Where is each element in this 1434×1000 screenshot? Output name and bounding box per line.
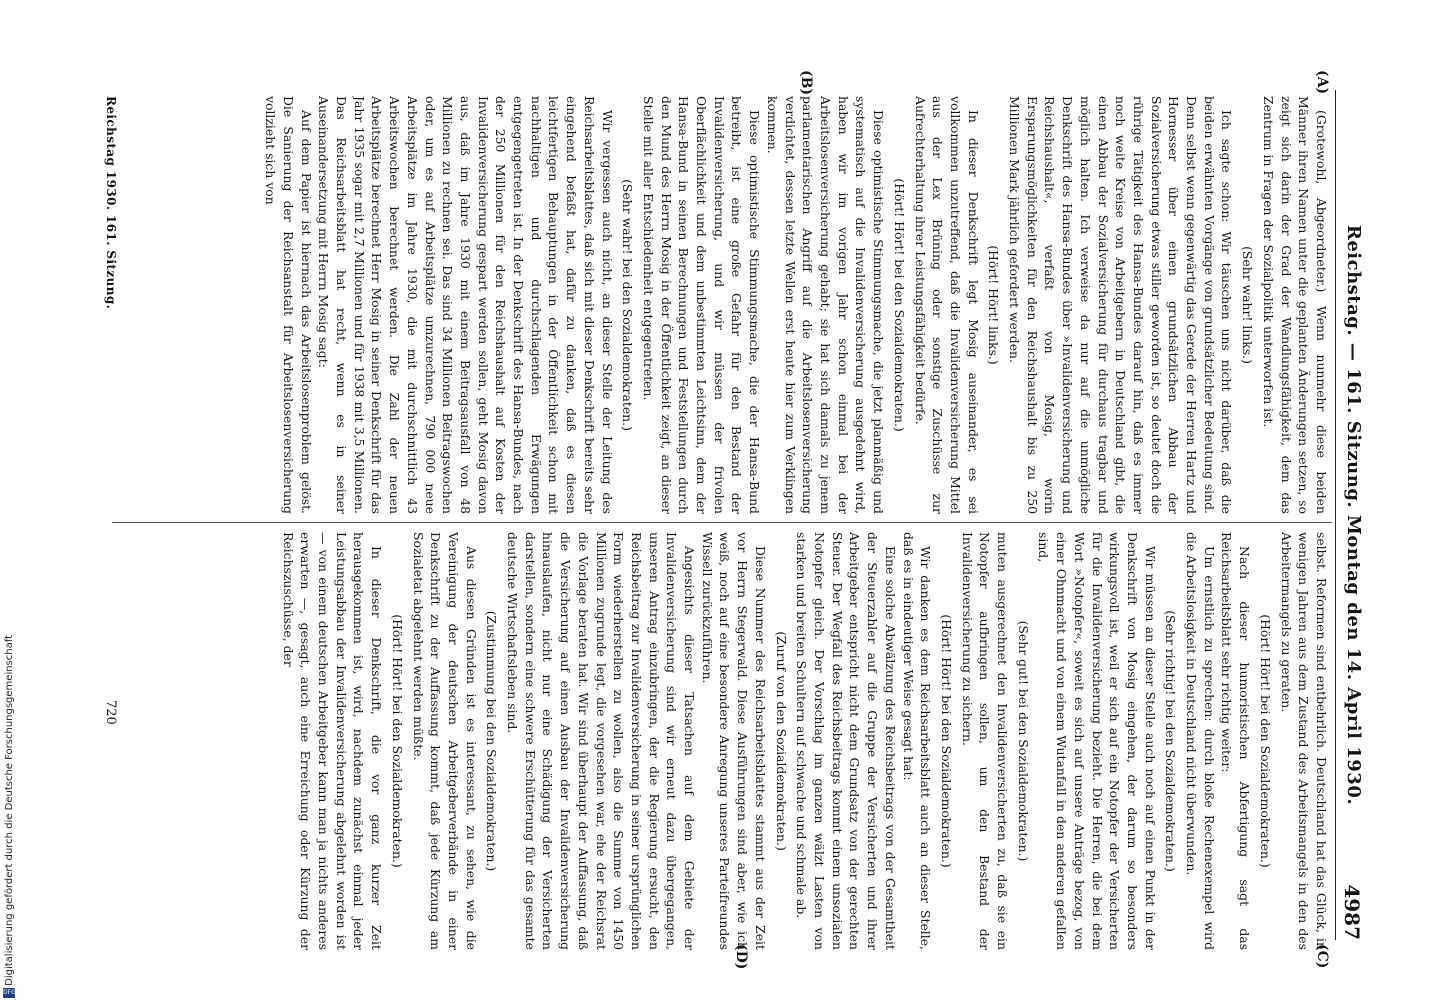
- margin-marker-a: (A): [1314, 70, 1330, 95]
- header-title: Reichstag. — 161. Sitzung. Montag den 14. April 1930.: [1343, 224, 1364, 806]
- paragraph: Diese Nummer des Reichsarbeitsblattes stammt aus der Zeit vor Herrn Stegerwald. Diese Ausführungen sind aber, wie ich weiß, noch auf eine besondere Anregung unseres Parteifreundes Wissell zurückzuführen.: [699, 532, 768, 950]
- paragraph: In dieser Denkschrift, die vor ganz kurzer Zeit herausgekommen ist, wird, nachdem zunächst einmal jeder Leistungsabbau der Invalidenversicherung abgelehnt worden ist — von einem deutschen Arbeitgeber kann man ja nichts anderes erwarten —, gesagt, auch eine Erreichung oder Kürzung der Reichszuschüsse, der: [280, 532, 385, 950]
- column-divider: [112, 522, 1332, 523]
- interjection: (Hört! Hört! bei den Sozialdemokraten.): [891, 178, 907, 432]
- interjection: (Sehr wahr! bei den Sozialdemokraten.): [620, 179, 636, 431]
- page-number: 4987: [1340, 884, 1364, 940]
- footer-session: Reichstag 1930. 161. Sitzung.: [104, 96, 118, 310]
- interjection: (Hört! Hört! bei den Sozialdemokraten.): [1257, 614, 1273, 868]
- footer-sheet-number: 720: [103, 700, 118, 725]
- paragraph: muten ausgerechnet den Invalidenversicherten zu, daß sie ein Notopfer aufbringen sollen, um den Bestand der Invalidenversicherung zu sichern.: [959, 532, 1011, 950]
- interjection: (Zustimmung bei den Sozialdemokraten.): [484, 610, 500, 872]
- paragraph: Wir vergessen auch nicht, an dieser Stelle der Leitung des Reichsarbeitsblattes, daß sich mit dieser Denkschrift bereits sehr eingehend befaßt hat, dafür zu danken, daß es diesen leichtfertigen Behauptungen in der Öffentlichkeit schon mit nachhaltigen und durchschlagenden Erwägungen entgegengetreten ist. In der Denkschrift des Hansa-Bundes, nach der 250 Millionen für den Reichshaushalt auf Kosten der Invalidenversicherung gespart werden sollen, geht Mosig davon aus, daß im Jahre 1930 mit einem Beitragsausfall von 48 Millionen zu rechnen sei. Das sind 34 Millionen Beitragswochen oder, um es auf Arbeitsplätze umzurechnen, 790 000 neue Arbeitsplätze im Jahre 1930, die mit durchschnittlich 43 Arbeitswochen berechnet werden. Die Zahl der neuen Arbeitsplätze berechnet Herr Mosig in seiner Denkschrift für das Jahr 1935 sogar mit 2,7 Millionen und für 1938 mit 3,5 Millionen. Das Reichsarbeitsblatt hat recht, wenn es in seiner Auseinandersetzung mit Herrn Mosig sagt:: [316, 96, 615, 514]
- paragraph: selbst. Reformen sind entbehrlich. Deutschland hat das Glück, in wenigen Jahren aus dem Zustand des Arbeitsmangels in den des Arbeitermangels zu geraten.: [1278, 532, 1329, 950]
- interjection: (Hört! Hört! links.): [986, 245, 1002, 365]
- paragraph: Angesichts dieser Tatsachen auf dem Gebiete der Invalidenversicherung sind wir erneut dazu übergegangen, unseren Antrag einzubringen, der die Regierung ersucht, den Reichsbeitrag zur Invalidenversicherung in seiner ursprünglichen Form wiederherstellen zu wollen, also die Summe von 1450 Millionen zugrunde legt, die vorgesehen war, ehe der Reichsrat die Vorlage beraten hat. Wir sind überhaupt der Auffassung, daß die Versicherung auf einen Ausbau der Invalidenversicherung hinauslaufen, nicht nur eine Schädigung der Versicherten darstellen, sondern eine schwere Erschütterung für das gesamte deutsche Wirtschaftsleben sind.: [505, 532, 698, 950]
- header-rule: [1335, 90, 1336, 940]
- paragraph: Um ernstlich zu sprechen: durch bloße Rechenexempel wird die Arbeitslosigkeit in Deutschland nicht überwunden.: [1184, 532, 1217, 950]
- paragraph: (Grotewohl, Abgeordneter.) Wenn nunmehr diese beiden Männer ihren Namen unter die geplanten Änderungen setzen, so zeigt sich darin der Grad der Wandlungsfähigkeit, dem das Zentrum in Fragen der Sozialpolitik unterworfen ist.: [1260, 96, 1329, 514]
- interjection: (Zuruf von den Sozialdemokraten.): [773, 631, 789, 851]
- interjection: (Hört! Hört! bei den Sozialdemokraten.): [389, 614, 405, 868]
- paragraph: Diese optimistische Stimmungsmache, die jetzt planmäßig und systematisch auf die Invalidenversicherung ausgedehnt wird, haben wir im vorigen Jahr schon einmal bei der Arbeitslosenversicherung gehabt; sie hat sich damals zu jenem parlamentarischen Angriff auf die Arbeitslosenversicherung verdichtet, dessen letzte Wellen erst heute hier zum Verklingen kommen.: [764, 96, 887, 514]
- margin-marker-b: (B): [798, 70, 814, 96]
- paragraph: Wir danken es dem Reichsarbeitsblatt auch an dieser Stelle, daß es in eindeutiger Weise gesagt hat:: [900, 532, 934, 950]
- right-column: [120, 532, 1330, 950]
- left-column: [120, 96, 1330, 514]
- paragraph: Ich sagte schon: Wir täuschen uns nicht darüber, daß die beiden erwähnten Vorgänge von grundsätzlicher Bedeutung sind. Denn selbst wenn gegenwärtig das Gerede der Herren Hartz und Hornesser über einen grundsätzlichen Abbau der Sozialversicherung etwas stiller geworden ist, so deutet doch die rührige Tätigkeit des Hansa-Bundes darauf hin, daß es immer noch weite Kreise von Arbeitgebern in Deutschland gibt, die einen Abbau der Sozialversicherung für durchaus tragbar und möglich halten. Ich verweise da nur auf die unmögliche Denkschrift des Hansa-Bundes über »Invalidenversicherung und Reichshaushalt«, verfaßt von Mosig, worin Ersparungsmöglichkeiten für den Reichshaushalt bis zu 250 Millionen Mark jährlich gefordert werden.: [1007, 96, 1235, 514]
- paragraph: Nach dieser humoristischen Abfertigung sagt das Reichsarbeitsblatt sehr richtig weiter:: [1219, 532, 1253, 950]
- credit-text: Digitalisierung gefördert durch die Deutsche Forschungsgemeinschaft: [4, 635, 15, 986]
- interjection: (Sehr wahr! links.): [1240, 246, 1256, 364]
- paragraph: Wir müssen an dieser Stelle auch noch auf einen Punkt in der Denkschrift von Mosig eingehen, der darum so besonders wirkungsvoll ist, weil er sich auf ein Notopfer der Versicherten für die Invalidenversicherung bezieht. Die Herren, die bei dem Wort »Notopfer«, soweit es sich auf unsere Anträge bezog, von einer Ohnmacht und von einem Wutanfall in den anderen gefallen sind,: [1036, 532, 1158, 950]
- interjection: (Sehr richtig! bei den Sozialdemokraten.): [1163, 610, 1179, 872]
- page-header: [1338, 90, 1364, 940]
- paragraph: Diese optimistische Stimmungsmache, die der Hansa-Bund betreibt, ist eine große Gefahr für den Bestand der Invalidenversicherung, und wir müssen der frivolen Oberflächlichkeit und dem unbestimmten Leichtsinn, dem der Hansa-Bund in seinen Berechnungen und Feststellungen durch den Mund des Herrn Mosig in der Öffentlichkeit zeigt, an dieser Stelle mit aller Entschiedenheit entgegentreten.: [640, 96, 763, 514]
- paragraph: In dieser Denkschrift legt Mosig auseinander, es sei vollkommen unzutreffend, daß die Invalidenversicherung Mittel aus der Lex Brüning oder sonstige Zuschüsse zur Aufrechterhaltung ihrer Leistungsfähigkeit bedürfe.: [912, 96, 981, 514]
- dfg-logo: DFG: [3, 989, 16, 996]
- paragraph: Eine solche Abwälzung des Reichsbeitrags von der Gesamtheit der Steuerzahler auf die Gruppe der Versicherten und ihrer Arbeitgeber entspricht nicht dem Grundsatz von der gerechten Steuer. Der Wegfall des Reichsbeitrags kommt einem unsozialen Notopfer gleich. Der Vorschlag im ganzen wälzt Lasten von starken und breiten Schultern auf schwache und schmale ab.: [794, 532, 898, 950]
- paragraph: Auf dem Papier ist hiernach das Arbeitslosenproblem gelöst. Die Sanierung der Reichsanstalt für Arbeitslosenversicherung vollzieht sich von: [263, 96, 314, 514]
- interjection: (Hört! Hört! bei den Sozialdemokraten.): [938, 614, 954, 868]
- margin-marker-d: (D): [733, 944, 749, 970]
- paragraph: Aus diesen Gründen ist es interessant, zu sehen, wie die Vereinigung der deutschen Arbeitgeberverbände in einer Denkschrift zu der Auffassung kommt, daß jede Kürzung am Sozialetat abgelehnt werden müßte.: [410, 532, 479, 950]
- interjection: (Sehr gut! bei den Sozialdemokraten.): [1015, 620, 1031, 862]
- margin-marker-c: (C): [1314, 944, 1330, 969]
